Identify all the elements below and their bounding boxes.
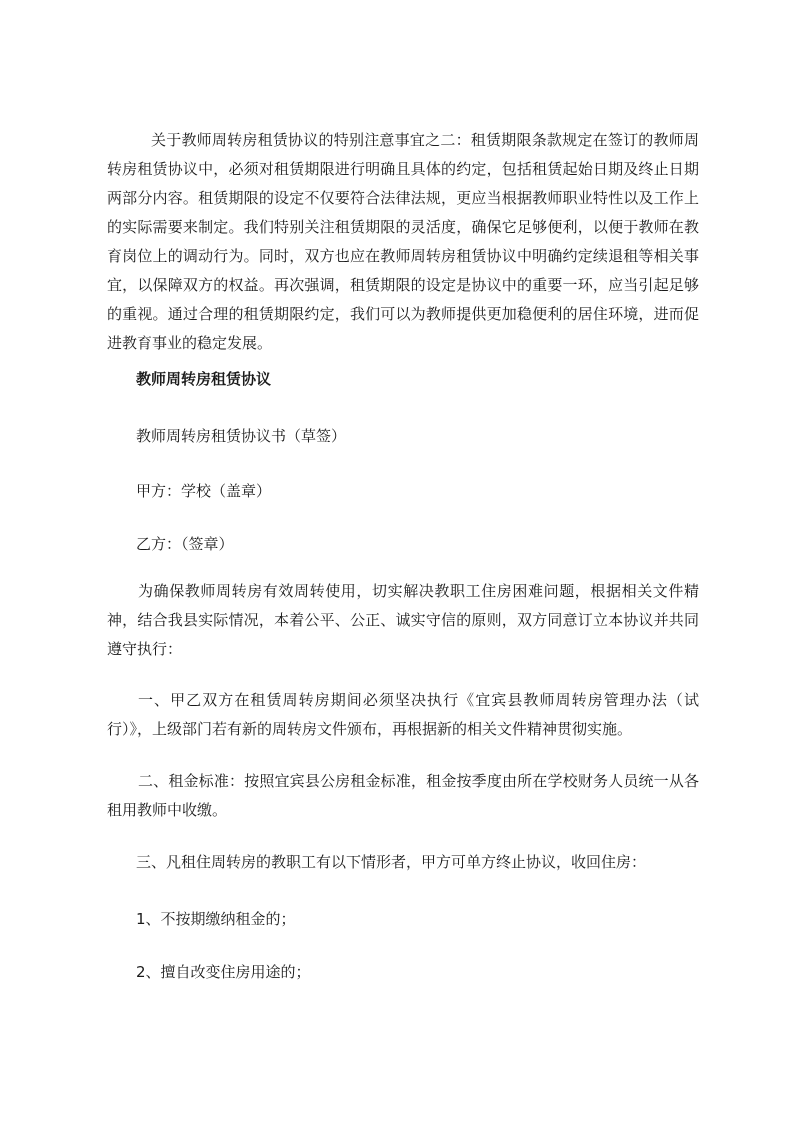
clause-1: 一、甲乙双方在租赁周转房期间必须坚决执行《宜宾县教师周转房管理办法（试行）》，上级部门若有新的周转房文件颁布，再根据新的相关文件精神贯彻实施。 (107, 691, 699, 738)
clause-2: 二、租金标准：按照宜宾县公房租金标准，租金按季度由所在学校财务人员统一从各租用教师中收缴。 (107, 772, 699, 819)
agreement-title: 教师周转房租赁协议书（草签） (136, 427, 347, 445)
clause-3: 三、凡租住周转房的教职工有以下情形者，甲方可单方终止协议，收回住房： (136, 853, 647, 871)
list-item-2: 2、擅自改变住房用途的； (136, 963, 311, 981)
party-b-line: 乙方：（签章） (136, 535, 234, 553)
section-title: 教师周转房租赁协议 (136, 370, 272, 388)
list-item-1: 1、不按期缴纳租金的； (136, 910, 296, 928)
party-a-line: 甲方：学校（盖章） (136, 482, 272, 500)
intro-paragraph: 关于教师周转房租赁协议的特别注意事宜之二：租赁期限条款规定在签订的教师周转房租赁协议中，必须对租赁期限进行明确且具体的约定，包括租赁起始日期及终止日期两部分内容。租赁期限的设定不仅要符合法律法规，更应当根据教师职业特性以及工作上的实际需要来制定。我们特别关注租赁期限的灵活度，确保它足够便利，以便于教师在教育岗位上的调动行为。同时，双方也应在教师周转房租赁协议中明确约定续退租等相关事宜，以保障双方的权益。再次强调，租赁期限的设定是协议中的重要一环，应当引起足够的重视。通过合理的租赁期限约定，我们可以为教师提供更加稳便利的居住环境，进而促进教育事业的稳定发展。 (107, 131, 699, 352)
preamble-paragraph: 为确保教师周转房有效周转使用，切实解决教职工住房困难问题，根据相关文件精神，结合我县实际情况，本着公平、公正、诚实守信的原则，双方同意订立本协议并共同遵守执行： (107, 582, 699, 658)
